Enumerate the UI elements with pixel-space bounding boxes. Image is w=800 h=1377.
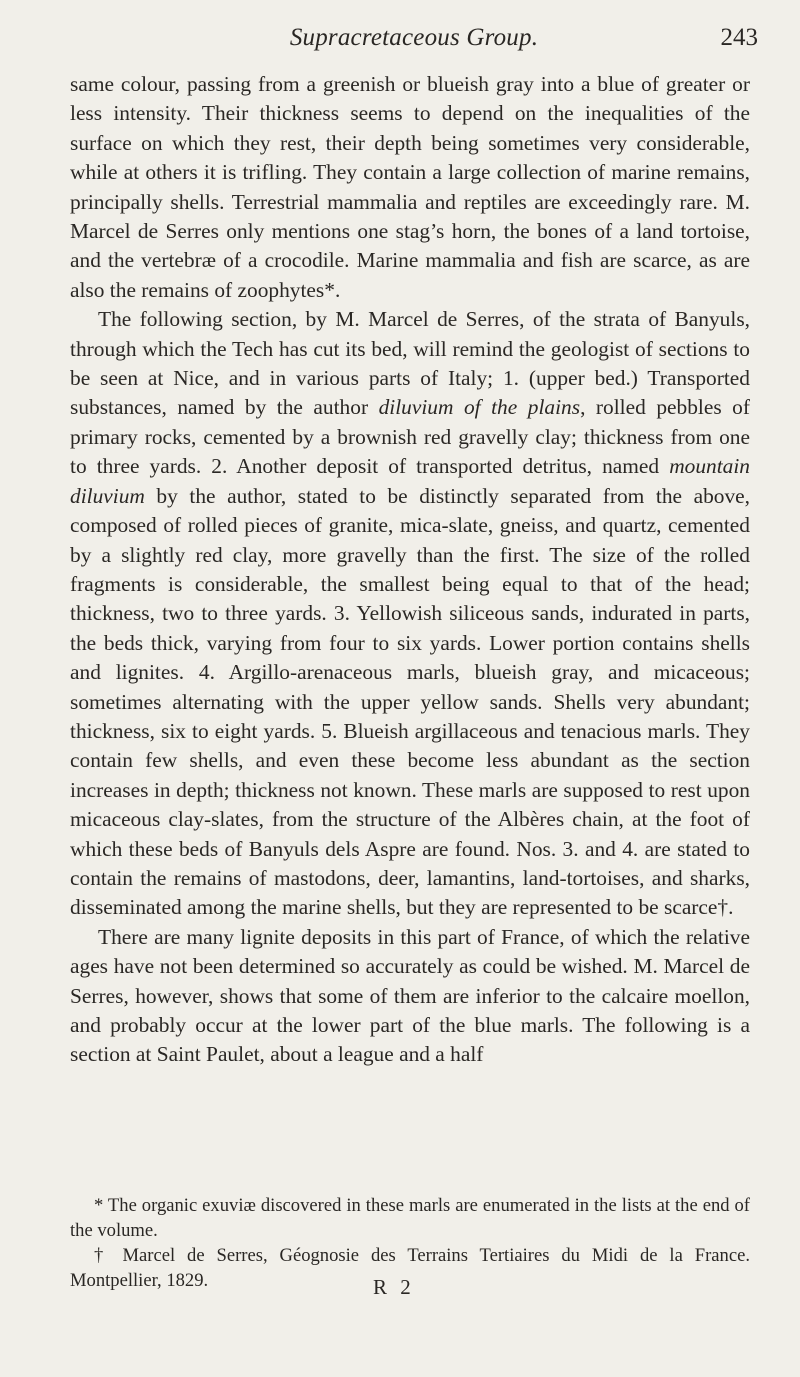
footnote-1: * The organic exuviæ discovered in these marls are enumerated in the lists at the end of the volume. <box>70 1195 750 1241</box>
paragraph-1 <box>70 70 750 305</box>
body-text <box>70 70 750 1070</box>
running-title: Supracretaceous Group. <box>289 24 539 51</box>
running-head <box>70 24 758 54</box>
paragraph-2-text-e: by the author, stated to be distinctly separated from the above, composed of rolled pieces of granite, mica-slate, gneiss, and quartz, cemented by a slightly red clay, more gravelly than the first. The size of the rolled fragments is considerable, the smallest being equal to that of the head; thickness, two to three yards. 3. Yellowish siliceous sands, indurated in parts, the beds thick, varying from four to six yards. Lower portion contains shells and lignites. 4. Argillo-arenaceous marls, blueish gray, and micaceous; sometimes alternating with the upper yellow sands. Shells very abundant; thickness, six to eight yards. 5. Blueish argillaceous and tenacious marls. They contain few shells, and even these become less abundant as the section increases in depth; thickness not known. These marls are supposed to rest upon micaceous clay-slates, from the structure of the Albères chain, at the foot of which these beds of Banyuls dels Aspre are found. Nos. 3. and 4. are stated to contain the remains of mastodons, deer, lamantins, land-tortoises, and sharks, disseminated among the marine shells, but they are represented to be scarce†. <box>70 483 750 920</box>
paragraph-3-text: There are many lignite deposits in this part of France, of which the relative ages have not been determined so accurately as could be wished. M. Marcel de Serres, however, shows that some of them are inferior to the calcaire moellon, and probably occur at the lower part of the blue marls. The following is a section at Saint Paulet, about a league and a half <box>70 924 750 1067</box>
paragraph-3 <box>70 923 750 1070</box>
paragraph-2-italic-term-2: mountain diluvium <box>70 454 750 508</box>
paragraph-2-text-c: , rolled pebbles of primary rocks, cemented by a brownish red gravelly clay; thickness from one to three yards. 2. Another deposit of transported detritus, named <box>70 395 751 479</box>
paragraph-1-text: same colour, passing from a greenish or blueish gray into a blue of greater or less intensity. Their thickness seems to depend on the inequalities of the surface on which they rest, their depth being sometimes very considerable, while at others it is trifling. They contain a large collection of marine remains, principally shells. Terrestrial mammalia and reptiles are exceedingly rare. M. Marcel de Serres only mentions one stag’s horn, the bones of a land tortoise, and the vertebræ of a crocodile. Marine mammalia and fish are scarce, as are also the remains of zoophytes*. <box>70 72 750 302</box>
paragraph-2 <box>70 305 750 923</box>
signature-mark: R 2 <box>373 1275 415 1299</box>
page-number: 243 <box>720 24 758 51</box>
footnote-2: † Marcel de Serres, Géognosie des Terrains Tertiaires du Midi de la France. Montpellier, 1829. <box>70 1245 750 1291</box>
paragraph-2-italic-term-1: diluvium of the plains <box>378 395 581 420</box>
paragraph-2-text-a: The following section, by M. Marcel de Serres, of the strata of Banyuls, through which the Tech has cut its bed, will remind the geologist of sections to be seen at Nice, and in various parts of Italy; 1. (upper bed.) Transported substances, named by the author <box>70 307 750 420</box>
